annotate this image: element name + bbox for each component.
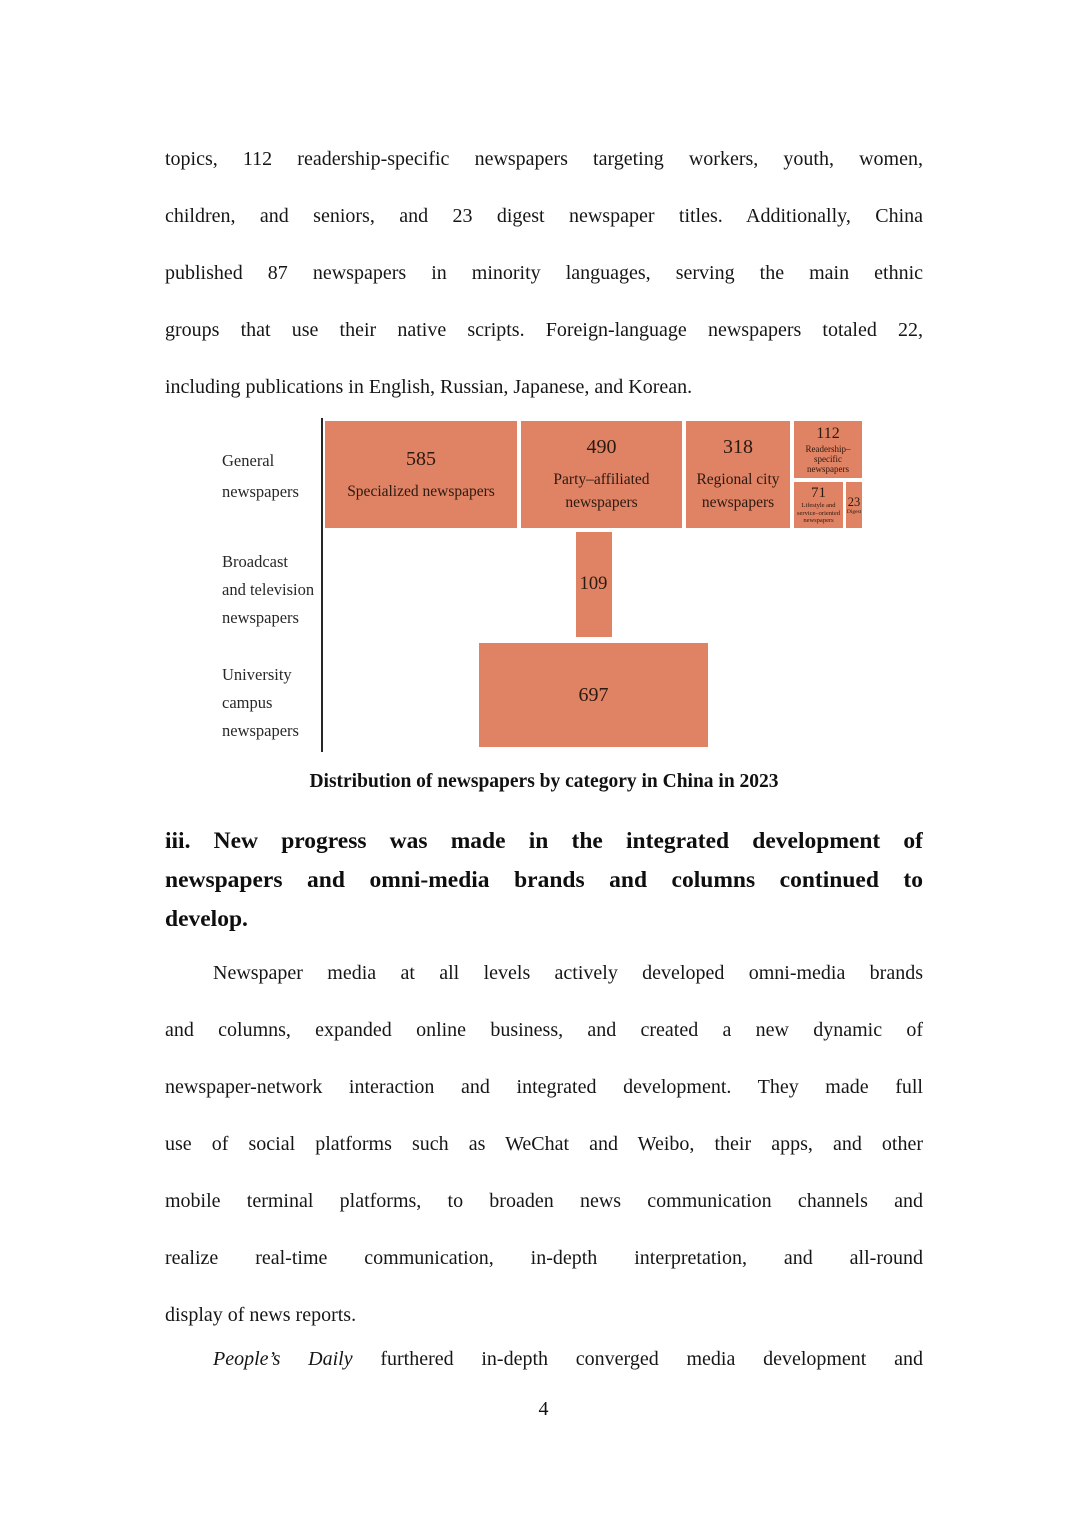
chart-value-specialized: 585 <box>406 447 436 470</box>
chart-group-label-university <box>222 661 299 745</box>
text-line: mobile terminal platforms, to broaden news communication channels and <box>165 1190 923 1212</box>
chart-label-regional <box>696 468 779 514</box>
page-number: 4 <box>538 1398 549 1420</box>
text-line: display of news reports. <box>165 1304 357 1326</box>
paragraph-peoples-daily <box>165 1331 923 1387</box>
text-line: published 87 newspapers in minority languages, serving the main ethnic <box>165 262 923 284</box>
text-line: newspapers <box>565 494 638 511</box>
text-line: including publications in English, Russian, Japanese, and Korean. <box>165 376 693 398</box>
text-line: University <box>222 665 292 684</box>
text-line: Regional city <box>696 471 780 488</box>
chart-box-party <box>521 421 682 528</box>
chart-label-digest <box>847 509 861 515</box>
text-line: Party–affiliated <box>553 471 650 488</box>
text-line: Specialized newspapers <box>347 482 495 500</box>
text-line: campus <box>222 693 273 712</box>
text-line: newspaper-network interaction and integrated development. They made full <box>165 1076 923 1098</box>
text-line: and columns, expanded online business, and created a new dynamic of <box>165 1019 923 1041</box>
text-line: develop. <box>165 906 248 932</box>
chart-value-broadcast: 109 <box>579 574 608 594</box>
chart-column-bottom <box>794 482 862 528</box>
text-line: realize real-time communication, in-depth interpretation, and all-round <box>165 1247 923 1269</box>
chart-group-label-broadcast <box>222 548 314 632</box>
text-line: Newspaper media at all levels actively developed omni-media brands <box>213 962 923 984</box>
chart-value-readership: 112 <box>816 425 840 442</box>
text-line: use of social platforms such as WeChat and Weibo, their apps, and other <box>165 1133 923 1155</box>
chart-label-party <box>553 468 649 514</box>
text-line: newspapers <box>701 494 775 511</box>
chart-row-university <box>325 643 862 747</box>
chart-box-digest <box>846 482 862 528</box>
chart-label-specialized <box>347 480 495 503</box>
paragraph-omni-media <box>165 945 923 1344</box>
chart-row-broadcast <box>325 532 862 637</box>
text-line: newspapers <box>222 608 299 627</box>
section-heading <box>165 822 923 939</box>
paragraph-peoples-daily-rest: furthered in-depth converged media development and <box>352 1348 923 1370</box>
chart-label-lifestyle <box>797 502 840 525</box>
chart-box-broadcast <box>576 532 612 637</box>
text-line: newspapers <box>222 721 299 740</box>
text-line: groups that use their native scripts. Foreign-language newspapers totaled 22, <box>165 319 923 341</box>
chart-value-digest: 23 <box>847 495 861 509</box>
peoples-daily-italic: People’s Daily <box>213 1348 353 1370</box>
text-line: Lifestyle and <box>801 502 836 510</box>
text-line: newspapers and omni-media brands and columns continued to <box>165 867 923 893</box>
text-line: Digest <box>846 509 862 515</box>
chart-row-general <box>325 421 862 528</box>
text-line: children, and seniors, and 23 digest newspaper titles. Additionally, China <box>165 205 923 227</box>
chart-box-regional <box>686 421 790 528</box>
text-line: General <box>222 451 275 470</box>
chart-plot-area <box>325 405 862 765</box>
chart-group-label-general <box>222 445 299 507</box>
text-line: service–oriented <box>797 509 840 517</box>
chart-value-lifestyle: 71 <box>811 485 826 502</box>
chart-value-party: 490 <box>586 436 617 458</box>
newspaper-category-chart <box>0 405 1087 765</box>
chart-column <box>794 421 862 528</box>
chart-value-regional: 318 <box>723 436 753 458</box>
chart-caption: Distribution of newspapers by category in China in 2023 <box>309 771 779 792</box>
text-line: newspapers <box>222 482 299 501</box>
text-line: iii. New progress was made in the integrated development of <box>165 828 923 854</box>
text-line: and television <box>222 580 315 599</box>
text-line: specific <box>814 454 842 464</box>
paragraph-newspaper-categories <box>165 131 923 416</box>
text-line: newspapers <box>807 464 849 474</box>
chart-box-specialized <box>325 421 517 528</box>
chart-value-university: 697 <box>578 684 609 706</box>
text-line: newspapers <box>803 517 834 525</box>
chart-box-university <box>479 643 708 747</box>
chart-box-lifestyle <box>794 482 843 528</box>
chart-label-readership <box>806 444 851 474</box>
text-line: Readership– <box>805 444 851 454</box>
text-line: topics, 112 readership-specific newspapers targeting workers, youth, women, <box>165 148 923 170</box>
chart-axis-line <box>321 418 323 752</box>
text-line: Broadcast <box>222 552 288 571</box>
chart-box-readership <box>794 421 862 478</box>
